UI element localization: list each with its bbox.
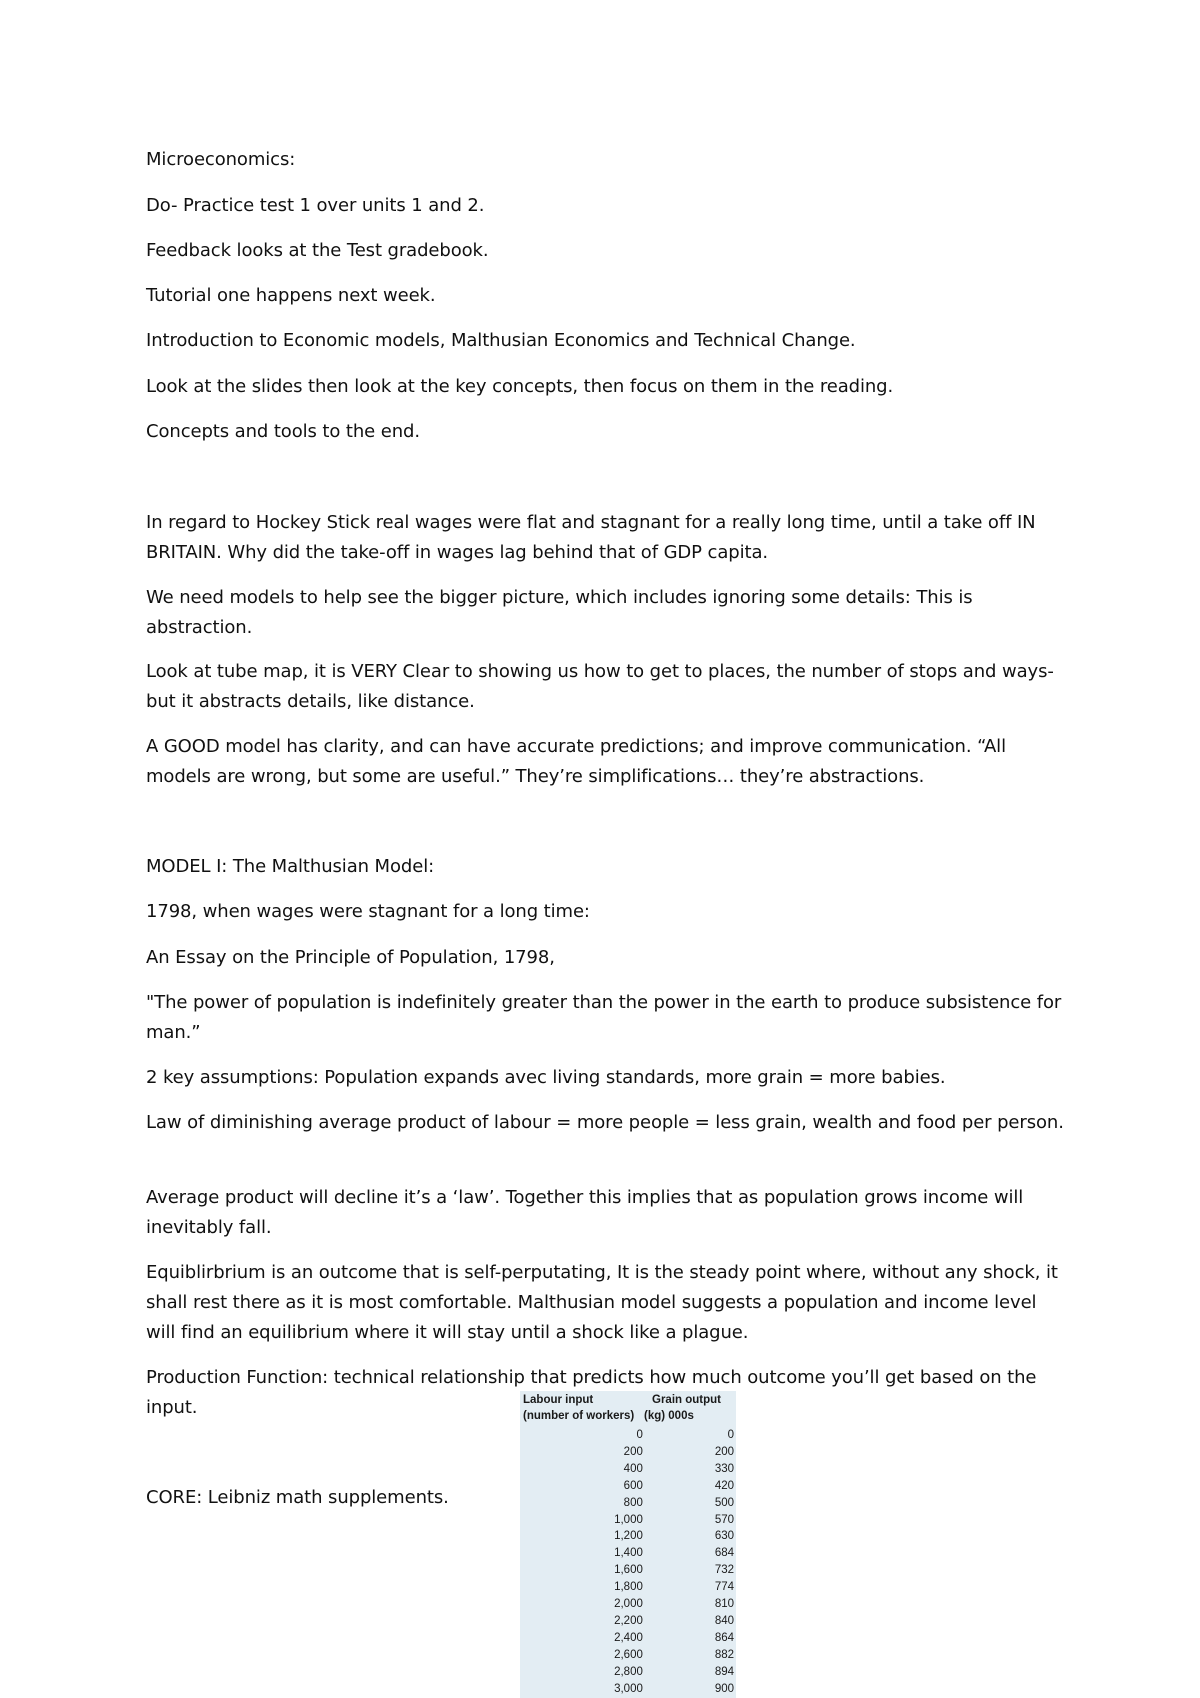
table-row — [520, 1562, 736, 1579]
table-row — [520, 1681, 736, 1698]
table-row — [520, 1495, 736, 1512]
table-row — [520, 1664, 736, 1681]
note-production-function: Production Function: technical relationship that predicts how much outcome you’ll get based on the input. — [146, 1367, 1037, 1418]
table-row — [520, 1579, 736, 1596]
note-hockey-stick: In regard to Hockey Stick real wages were flat and stagnant for a really long time, until a take off IN BRITAIN. Why did the take-off in wages lag behind that of GDP capita. — [146, 512, 1036, 563]
note-average-product: Average product will decline it’s a ‘law’. Together this implies that as population grows income will inevitably fall. — [146, 1187, 1024, 1238]
grain-output-cell: 882 — [714, 1648, 734, 1661]
labour-input-cell: 1,000 — [614, 1513, 643, 1526]
table-row — [520, 1427, 736, 1444]
grain-output-cell: 900 — [714, 1682, 734, 1695]
note-equilibrium: Equiblirbrium is an outcome that is self-perputating, It is the steady point where, without any shock, it shall rest there as it is most comfortable. Malthusian model suggests a population and income level will find an equilibrium where it will stay until a shock like a plague. — [146, 1262, 1058, 1343]
labour-input-cell: 1,600 — [614, 1564, 643, 1577]
grain-output-cell: 500 — [714, 1496, 734, 1509]
col1-header-line2: (number of workers) — [523, 1410, 635, 1422]
note-good-model: A GOOD model has clarity, and can have accurate predictions; and improve communication. “All models are wrong, but some are useful.” They’re simplifications… they’re abstractions. — [146, 736, 1006, 787]
heading-microeconomics: Microeconomics: — [146, 149, 296, 170]
grain-output-cell: 840 — [714, 1614, 734, 1627]
labour-input-cell: 1,400 — [614, 1547, 643, 1560]
grain-output-cell: 684 — [714, 1547, 734, 1560]
labour-input-cell: 800 — [623, 1496, 643, 1509]
note-feedback: Feedback looks at the Test gradebook. — [146, 240, 489, 261]
table-row — [520, 1647, 736, 1664]
col1-header-line1: Labour input — [523, 1394, 594, 1406]
col2-header-line1: Grain output — [652, 1394, 721, 1406]
labour-input-cell: 2,800 — [614, 1665, 643, 1678]
note-diminishing-product: Law of diminishing average product of labour = more people = less grain, wealth and food per person. — [146, 1112, 1064, 1133]
heading-malthusian-model: MODEL I: The Malthusian Model: — [146, 856, 435, 877]
labour-input-cell: 3,000 — [614, 1682, 643, 1695]
note-practice-test: Do- Practice test 1 over units 1 and 2. — [146, 195, 485, 216]
production-table — [520, 1427, 736, 1698]
col2-header-line2: (kg) 000s — [644, 1410, 694, 1422]
labour-input-cell: 2,200 — [614, 1614, 643, 1627]
note-core-supplements: CORE: Leibniz math supplements. — [146, 1487, 449, 1508]
labour-input-cell: 1,800 — [614, 1581, 643, 1594]
labour-input-cell: 400 — [623, 1462, 643, 1475]
grain-output-cell: 330 — [714, 1462, 734, 1475]
grain-output-cell: 200 — [714, 1445, 734, 1458]
table-row — [520, 1545, 736, 1562]
grain-output-cell: 894 — [714, 1665, 734, 1678]
grain-output-cell: 420 — [714, 1479, 734, 1492]
note-abstraction: We need models to help see the bigger picture, which includes ignoring some details: This is abstraction. — [146, 587, 973, 638]
table-row — [520, 1512, 736, 1529]
note-quote: "The power of population is indefinitely greater than the power in the earth to produce subsistence for man.” — [146, 992, 1062, 1043]
grain-output-cell: 774 — [714, 1581, 734, 1594]
labour-input-cell: 2,600 — [614, 1648, 643, 1661]
table-row — [520, 1461, 736, 1478]
grain-output-cell: 630 — [714, 1530, 734, 1543]
labour-input-cell: 2,000 — [614, 1598, 643, 1611]
note-introduction: Introduction to Economic models, Malthusian Economics and Technical Change. — [146, 330, 856, 351]
note-1798: 1798, when wages were stagnant for a long time: — [146, 901, 590, 922]
grain-output-cell: 0 — [727, 1429, 734, 1441]
table-row — [520, 1528, 736, 1545]
note-assumptions: 2 key assumptions: Population expands avec living standards, more grain = more babies. — [146, 1067, 946, 1088]
labour-input-cell: 0 — [636, 1429, 643, 1441]
table-row — [520, 1630, 736, 1647]
table-row — [520, 1444, 736, 1461]
grain-output-cell: 864 — [714, 1631, 734, 1644]
labour-input-cell: 200 — [623, 1445, 643, 1458]
grain-output-cell: 732 — [714, 1564, 734, 1577]
note-tutorial: Tutorial one happens next week. — [146, 285, 436, 306]
grain-output-cell: 570 — [714, 1513, 734, 1526]
grain-output-cell: 810 — [714, 1598, 734, 1611]
table-row — [520, 1613, 736, 1630]
labour-input-cell: 1,200 — [614, 1530, 643, 1543]
note-concepts-tools: Concepts and tools to the end. — [146, 421, 420, 442]
labour-input-cell: 600 — [623, 1479, 643, 1492]
production-table-image — [520, 1391, 736, 1698]
table-row — [520, 1478, 736, 1495]
note-slides: Look at the slides then look at the key concepts, then focus on them in the reading. — [146, 376, 894, 397]
note-tube-map: Look at tube map, it is VERY Clear to showing us how to get to places, the number of stops and ways- but it abstracts details, like distance. — [146, 661, 1054, 712]
table-row — [520, 1596, 736, 1613]
labour-input-cell: 2,400 — [614, 1631, 643, 1644]
note-essay: An Essay on the Principle of Population, 1798, — [146, 947, 555, 968]
